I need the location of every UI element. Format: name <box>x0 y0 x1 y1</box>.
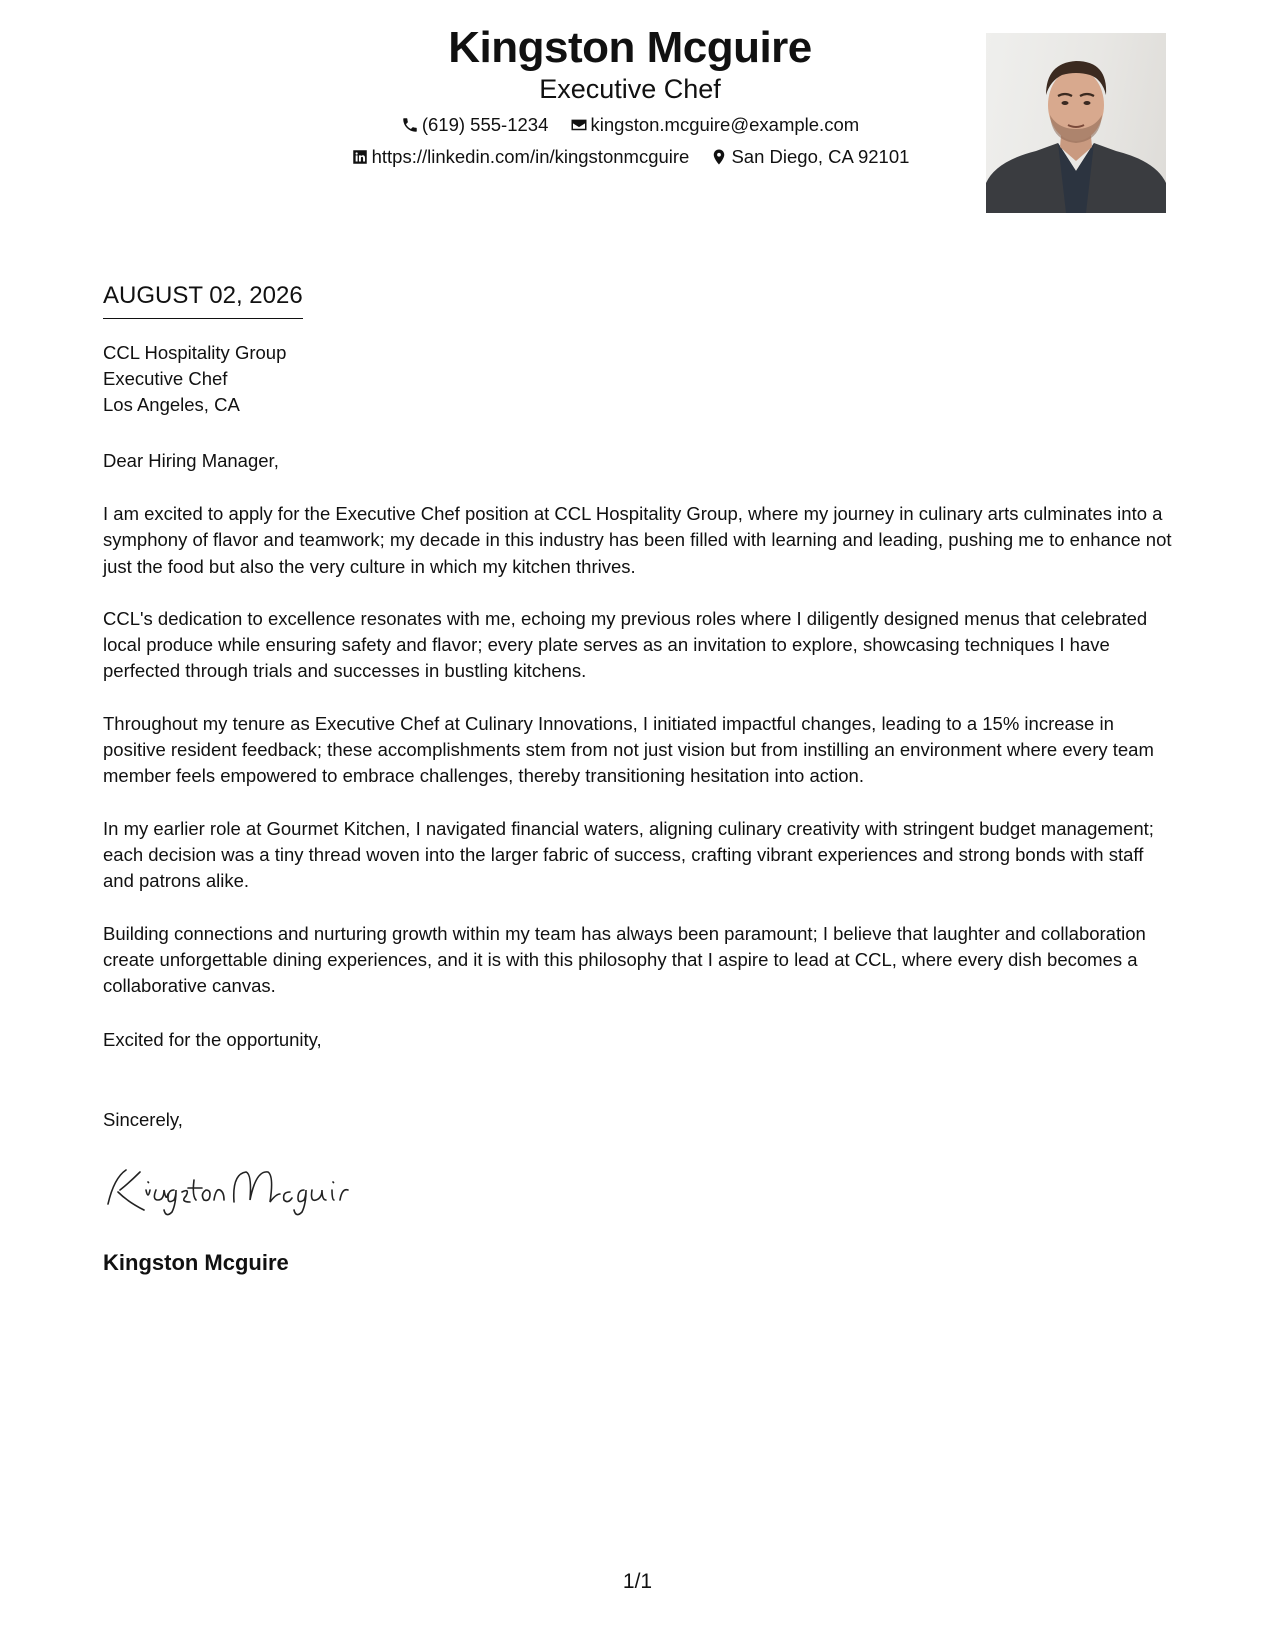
body-paragraph-4: In my earlier role at Gourmet Kitchen, I navigated financial waters, aligning culinary creativity with stringent budget management; each decision was a tiny thread woven into the larger fabric of success, crafting vibrant experiences and strong bonds with staff and patrons alike. <box>103 817 1154 892</box>
profile-photo <box>986 33 1166 213</box>
recipient-block <box>103 340 286 418</box>
contact-location <box>710 145 909 169</box>
body-paragraph-1: I am excited to apply for the Executive Chef position at CCL Hospitality Group, where my journey in culinary arts culminates into a symphony of flavor and teamwork; my decade in this industry has been filled with learning and leading, pushing me to enhance not just the food but also the very culture in which my kitchen thrives. <box>103 503 1172 577</box>
applicant-name: Kingston Mcguire <box>448 23 812 72</box>
body-paragraph-2: CCL's dedication to excellence resonates with me, echoing my previous roles where I diligently designed menus that celebrated local produce while ensuring safety and flavor; every plate serves as an invitation to explore, showcasing techniques I have perfected through trials and successes in bustling kitchens. <box>103 607 1148 682</box>
linkedin-icon <box>351 148 369 166</box>
recipient-position: Executive Chef <box>103 368 228 389</box>
recipient-company: CCL Hospitality Group <box>103 342 287 363</box>
contact-phone[interactable] <box>401 113 549 137</box>
phone-icon <box>401 116 419 134</box>
signoff: Sincerely, <box>103 1109 183 1130</box>
handwritten-signature <box>100 1160 370 1220</box>
body-paragraph-5: Building connections and nurturing growth within my team has always been paramount; I believe that laughter and collaboration create unforgettable dining experiences, and it is with this philosophy that I aspire to lead at CCL, where every dish becomes a collaborative canvas. <box>103 922 1146 997</box>
closing-line: Excited for the opportunity, <box>103 1029 322 1050</box>
letter-header <box>0 0 1275 220</box>
body-paragraph-3: Throughout my tenure as Executive Chef at Culinary Innovations, I initiated impactful changes, leading to a 15% increase in positive resident feedback; these accomplishments stem from not just vision but from instilling an environment where every team member feels empowered to embrace challenges, thereby transitioning hesitation into action. <box>103 712 1154 787</box>
contact-linkedin[interactable] <box>351 145 690 169</box>
letter-date: AUGUST 02, 2026 <box>103 280 303 319</box>
page-number: 1/1 <box>622 1570 653 1593</box>
applicant-title: Executive Chef <box>539 74 721 104</box>
contact-email[interactable] <box>570 113 860 137</box>
email-text: kingston.mcguire@example.com <box>590 114 860 135</box>
linkedin-text: https://linkedin.com/in/kingstonmcguire <box>371 146 690 167</box>
recipient-location: Los Angeles, CA <box>103 394 240 415</box>
envelope-icon <box>570 116 588 134</box>
salutation: Dear Hiring Manager, <box>103 450 279 471</box>
phone-text: (619) 555-1234 <box>421 114 549 135</box>
map-pin-icon <box>710 148 728 166</box>
location-text: San Diego, CA 92101 <box>731 146 910 167</box>
signer-name: Kingston Mcguire <box>103 1250 289 1275</box>
letter-body <box>103 501 1178 1025</box>
